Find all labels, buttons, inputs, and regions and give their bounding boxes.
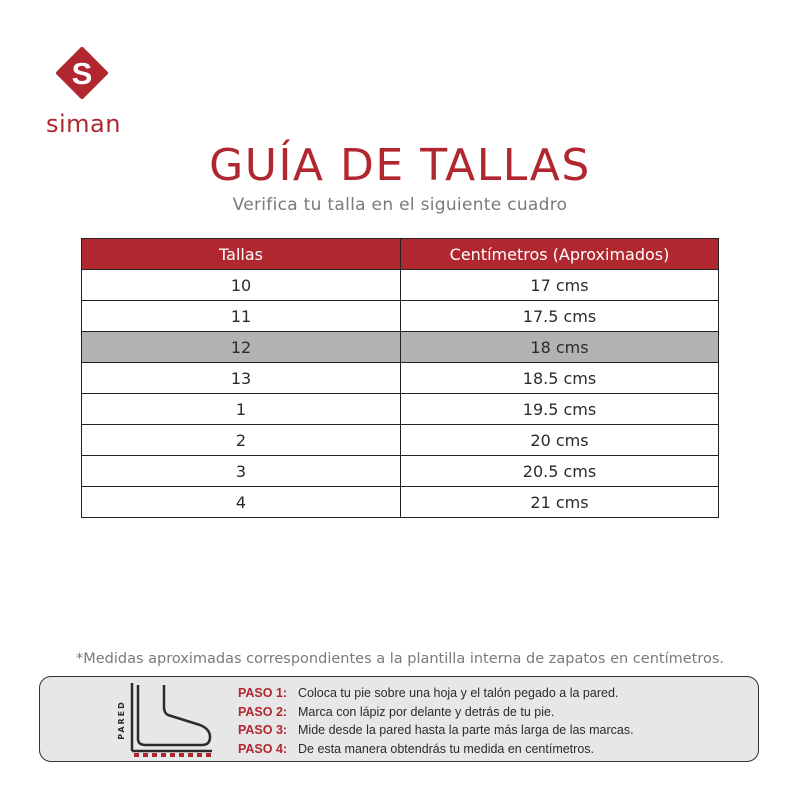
- page-title: GUÍA DE TALLAS: [209, 140, 591, 191]
- step-label: PASO 3:: [238, 723, 288, 737]
- size-table: [81, 238, 719, 518]
- measurement-steps-box: [39, 676, 759, 762]
- table-row: [82, 301, 719, 332]
- step-item: [238, 721, 634, 740]
- logo-letter: S: [71, 56, 93, 91]
- size-cell: 12: [82, 332, 401, 363]
- size-cell: 11: [82, 301, 401, 332]
- cm-cell: 21 cms: [401, 487, 719, 518]
- step-text: Mide desde la pared hasta la parte más larga de las marcas.: [298, 723, 634, 737]
- size-cell: 2: [82, 425, 401, 456]
- page-subtitle: Verifica tu talla en el siguiente cuadro: [232, 195, 568, 215]
- cm-cell: 19.5 cms: [401, 394, 719, 425]
- step-item: [238, 703, 634, 722]
- foot-measure-icon: [116, 681, 216, 759]
- logo-wordmark: siman: [46, 110, 121, 138]
- cm-cell: 20 cms: [401, 425, 719, 456]
- step-text: De esta manera obtendrás tu medida en centímetros.: [298, 741, 594, 756]
- siman-logo-icon: [51, 42, 113, 104]
- cm-cell: 18 cms: [401, 332, 719, 363]
- step-text: Marca con lápiz por delante y detrás de tu pie.: [298, 704, 555, 719]
- table-row: [82, 394, 719, 425]
- footnote: *Medidas aproximadas correspondientes a la plantilla interna de zapatos en centímetros.: [75, 651, 725, 667]
- column-header-centimetros: Centímetros (Aproximados): [401, 239, 719, 270]
- step-item: [238, 740, 634, 759]
- size-cell: 1: [82, 394, 401, 425]
- size-cell: 4: [82, 487, 401, 518]
- step-label: PASO 2:: [238, 704, 288, 719]
- step-label: PASO 4:: [238, 741, 288, 756]
- table-row-highlighted: [82, 332, 719, 363]
- step-item: [238, 684, 634, 703]
- wall-label: PARED: [117, 700, 126, 740]
- size-cell: 13: [82, 363, 401, 394]
- cm-cell: 18.5 cms: [401, 363, 719, 394]
- cm-cell: 17.5 cms: [401, 301, 719, 332]
- step-label: PASO 1:: [238, 686, 288, 700]
- table-row: [82, 363, 719, 394]
- table-row: [82, 425, 719, 456]
- step-text: Coloca tu pie sobre una hoja y el talón pegado a la pared.: [298, 686, 619, 700]
- table-row: [82, 456, 719, 487]
- size-cell: 3: [82, 456, 401, 487]
- steps-list: [238, 684, 634, 758]
- table-header-row: [82, 239, 719, 270]
- size-cell: 10: [82, 270, 401, 301]
- table-row: [82, 487, 719, 518]
- cm-cell: 17 cms: [401, 270, 719, 301]
- cm-cell: 20.5 cms: [401, 456, 719, 487]
- column-header-tallas: Tallas: [82, 239, 401, 270]
- table-row: [82, 270, 719, 301]
